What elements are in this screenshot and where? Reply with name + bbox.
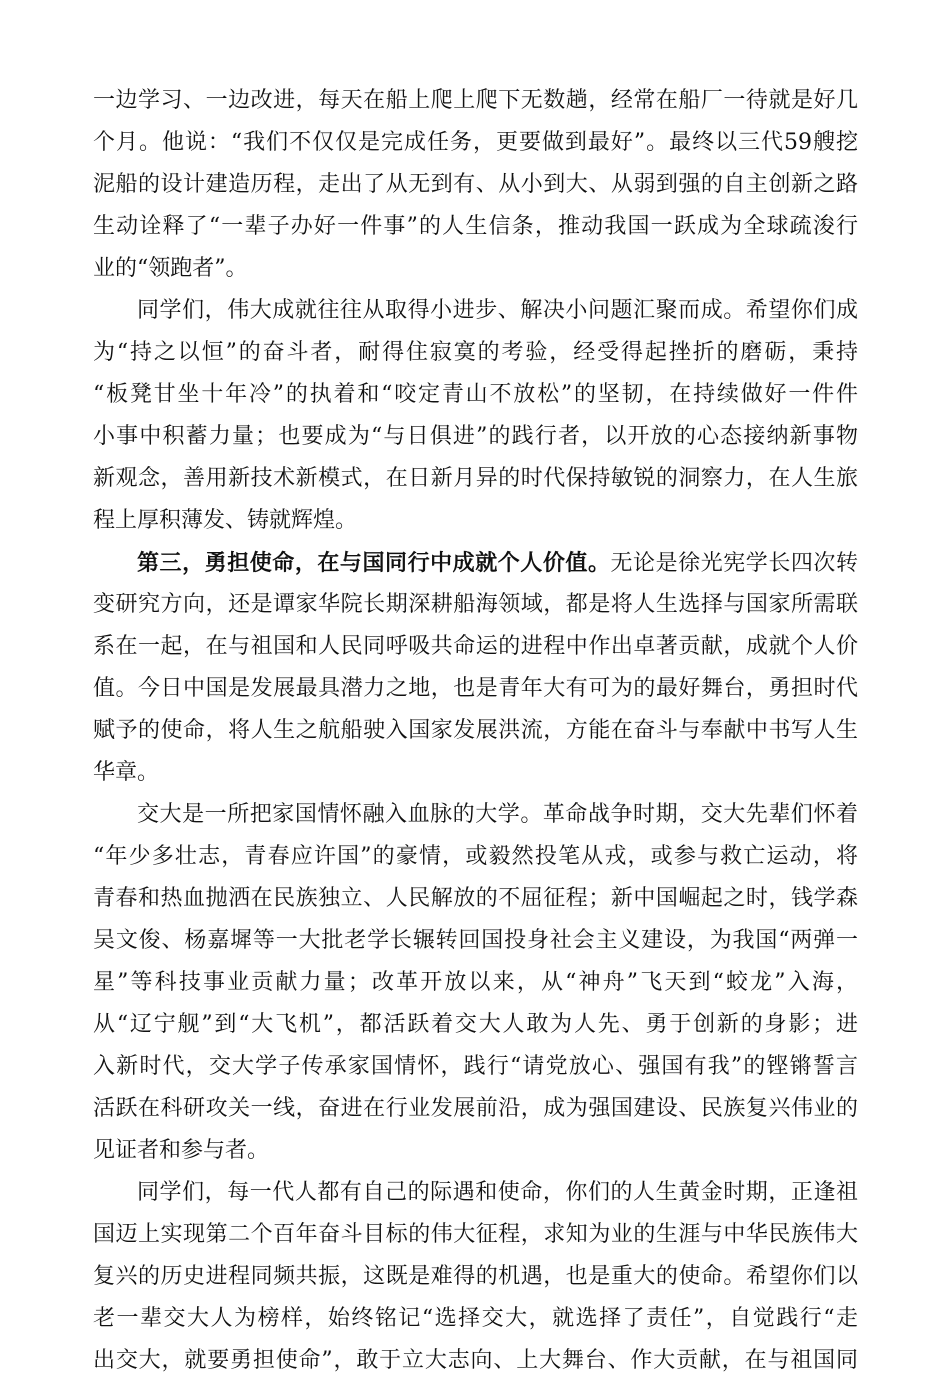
text-line: 为“持之以恒”的奋斗者，耐得住寂寞的考验，经受得起挫折的磨砺，秉持 bbox=[93, 340, 858, 365]
text-line: 吴文俊、杨嘉墀等一大批老学长辗转回国投身社会主义建设，为我国“两弹一 bbox=[93, 928, 858, 953]
heading-line-rest: 无论是徐光宪学长四次转 bbox=[610, 551, 858, 576]
text-line: 程上厚积薄发、铸就辉煌。 bbox=[93, 508, 358, 533]
paragraph-4 bbox=[93, 794, 858, 1172]
text-line: 值。今日中国是发展最具潜力之地，也是青年大有可为的最好舞台，勇担时代 bbox=[93, 676, 858, 701]
text-line: 一边学习、一边改进，每天在船上爬上爬下无数趟，经常在船厂一待就是好几 bbox=[93, 88, 858, 113]
text-line: 交大是一所把家国情怀融入血脉的大学。革命战争时期，交大先辈们怀着 bbox=[137, 802, 858, 827]
document-body bbox=[93, 80, 858, 1382]
text-line: 从“辽宁舰”到“大飞机”，都活跃着交大人敢为人先、勇于创新的身影；进 bbox=[93, 1012, 858, 1037]
text-line: 新观念，善用新技术新模式，在日新月异的时代保持敏锐的洞察力，在人生旅 bbox=[93, 466, 858, 491]
paragraph-2 bbox=[93, 290, 858, 542]
section-heading: 第三，勇担使命，在与国同行中成就个人价值。 bbox=[137, 550, 611, 576]
text-line: 老一辈交大人为榜样，始终铭记“选择交大，就选择了责任”，自觉践行“走 bbox=[93, 1306, 858, 1331]
text-line: 个月。他说：“我们不仅仅是完成任务，更要做到最好”。最终以三代59艘挖 bbox=[93, 130, 858, 155]
text-line: 见证者和参与者。 bbox=[93, 1138, 270, 1163]
text-line: 星”等科技事业贡献力量；改革开放以来，从“神舟”飞天到“蛟龙”入海， bbox=[93, 970, 858, 995]
text-line: 生动诠释了“一辈子办好一件事”的人生信条，推动我国一跃成为全球疏浚行 bbox=[93, 214, 858, 239]
text-line: 业的“领跑者”。 bbox=[93, 256, 248, 281]
text-line: 系在一起，在与祖国和人民同呼吸共命运的进程中作出卓著贡献，成就个人价 bbox=[93, 634, 858, 659]
text-line: 活跃在科研攻关一线，奋进在行业发展前沿，成为强国建设、民族复兴伟业的 bbox=[93, 1096, 858, 1121]
text-line: 华章。 bbox=[93, 760, 160, 785]
text-line: 出交大，就要勇担使命”，敢于立大志向、上大舞台、作大贡献，在与祖国同 bbox=[93, 1348, 858, 1373]
text-line: 小事中积蓄力量；也要成为“与日俱进”的践行者，以开放的心态接纳新事物 bbox=[93, 424, 858, 449]
text-line: 变研究方向，还是谭家华院长期深耕船海领域，都是将人生选择与国家所需联 bbox=[93, 592, 858, 617]
paragraph-3 bbox=[93, 542, 858, 794]
text-line: 同学们，伟大成就往往从取得小进步、解决小问题汇聚而成。希望你们成 bbox=[137, 298, 858, 323]
text-line: 国迈上实现第二个百年奋斗目标的伟大征程，求知为业的生涯与中华民族伟大 bbox=[93, 1222, 858, 1247]
text-line: 青春和热血抛洒在民族独立、人民解放的不屈征程；新中国崛起之时，钱学森 bbox=[93, 886, 858, 911]
text-line: 同学们，每一代人都有自己的际遇和使命，你们的人生黄金时期，正逢祖 bbox=[137, 1180, 858, 1205]
text-line: 复兴的历史进程同频共振，这既是难得的机遇，也是重大的使命。希望你们以 bbox=[93, 1264, 858, 1289]
paragraph-1 bbox=[93, 80, 858, 290]
text-line: “年少多壮志，青春应许国”的豪情，或毅然投笔从戎，或参与救亡运动，将 bbox=[93, 844, 858, 869]
text-line: “板凳甘坐十年冷”的执着和“咬定青山不放松”的坚韧，在持续做好一件件 bbox=[93, 382, 858, 407]
text-line bbox=[93, 542, 858, 584]
paragraph-5 bbox=[93, 1172, 858, 1382]
text-line: 赋予的使命，将人生之航船驶入国家发展洪流，方能在奋斗与奉献中书写人生 bbox=[93, 718, 858, 743]
text-line: 入新时代，交大学子传承家国情怀，践行“请党放心、强国有我”的铿锵誓言 bbox=[93, 1054, 858, 1079]
text-line: 泥船的设计建造历程，走出了从无到有、从小到大、从弱到强的自主创新之路 bbox=[93, 172, 858, 197]
